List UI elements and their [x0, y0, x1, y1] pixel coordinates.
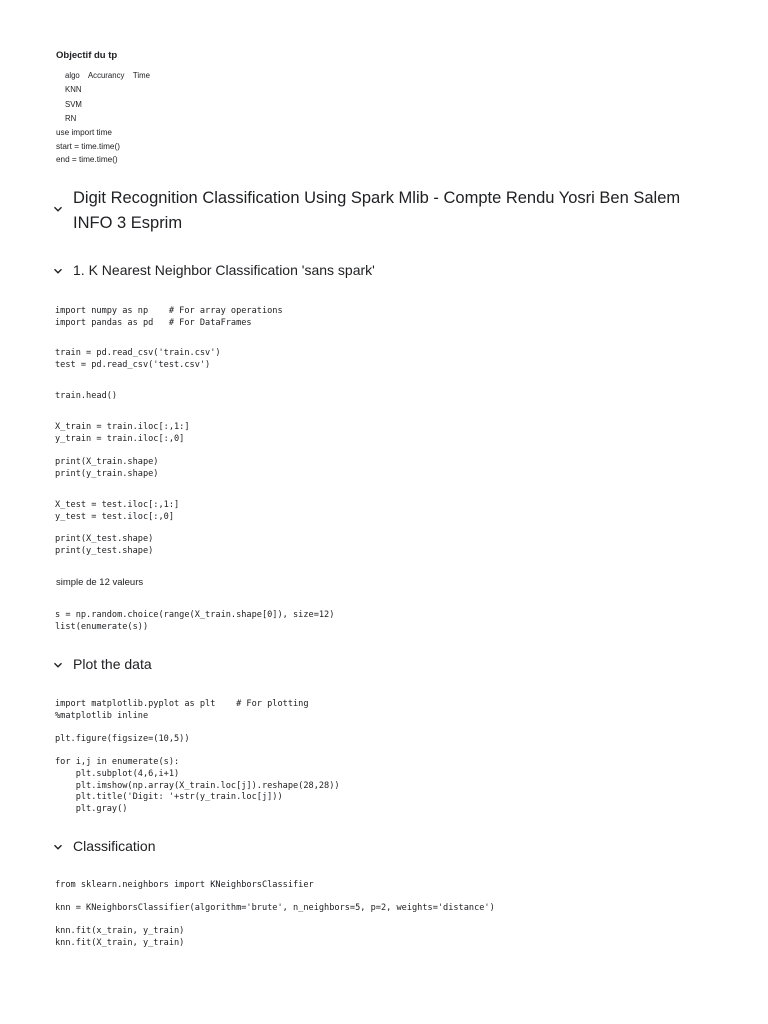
code-cell: s = np.random.choice(range(X_train.shape[0]), size=12) list(enumerate(s))	[55, 610, 335, 632]
code-cell: print(X_train.shape) print(y_train.shape)	[55, 457, 159, 479]
table-row-svm: SVM	[65, 100, 82, 109]
code-cell: train.head()	[55, 391, 118, 401]
code-cell: knn = KNeighborsClassifier(algorithm='brute', n_neighbors=5, p=2, weights='distance')	[55, 903, 495, 913]
code-cell: for i,j in enumerate(s): plt.subplot(4,6,i+1) plt.imshow(np.array(X_train.loc[j]).reshape(28,28)) plt.title('Digit: '+str(y_train.loc[j])) plt.gray()	[55, 757, 340, 815]
code-cell: print(X_test.shape) print(y_test.shape)	[55, 534, 154, 556]
section-heading-plot: Plot the data	[73, 656, 152, 672]
chevron-down-icon[interactable]	[52, 841, 64, 853]
table-header: algo Accurancy Time	[65, 71, 150, 80]
note-line: use import time	[56, 128, 112, 137]
main-heading: Digit Recognition Classification Using Spark Mlib - Compte Rendu Yosri Ben Salem INFO 3 Esprim	[73, 189, 681, 232]
note-line: end = time.time()	[56, 155, 118, 164]
chevron-down-icon[interactable]	[52, 265, 64, 277]
code-cell: X_train = train.iloc[:,1:] y_train = train.iloc[:,0]	[55, 422, 190, 444]
code-cell: import numpy as np # For array operations import pandas as pd # For DataFrames	[55, 306, 283, 328]
markdown-text: simple de 12 valeurs	[56, 577, 144, 588]
table-row-rn: RN	[65, 114, 77, 123]
code-cell: from sklearn.neighbors import KNeighborsClassifier	[55, 880, 314, 890]
objectif-title: Objectif du tp	[56, 50, 118, 61]
note-line: start = time.time()	[56, 142, 120, 151]
code-cell: knn.fit(x_train, y_train) knn.fit(X_train, y_train)	[55, 926, 185, 948]
code-cell: import matplotlib.pyplot as plt # For plotting %matplotlib inline	[55, 699, 309, 721]
section-heading-knn: 1. K Nearest Neighbor Classification 'sans spark'	[73, 262, 375, 278]
section-heading-classification: Classification	[73, 838, 156, 854]
code-cell: plt.figure(figsize=(10,5))	[55, 734, 190, 744]
code-cell: train = pd.read_csv('train.csv') test = pd.read_csv('test.csv')	[55, 348, 221, 370]
table-row-knn: KNN	[65, 85, 82, 94]
chevron-down-icon[interactable]	[52, 659, 64, 671]
code-cell: X_test = test.iloc[:,1:] y_test = test.iloc[:,0]	[55, 500, 180, 522]
chevron-down-icon[interactable]	[52, 203, 64, 215]
